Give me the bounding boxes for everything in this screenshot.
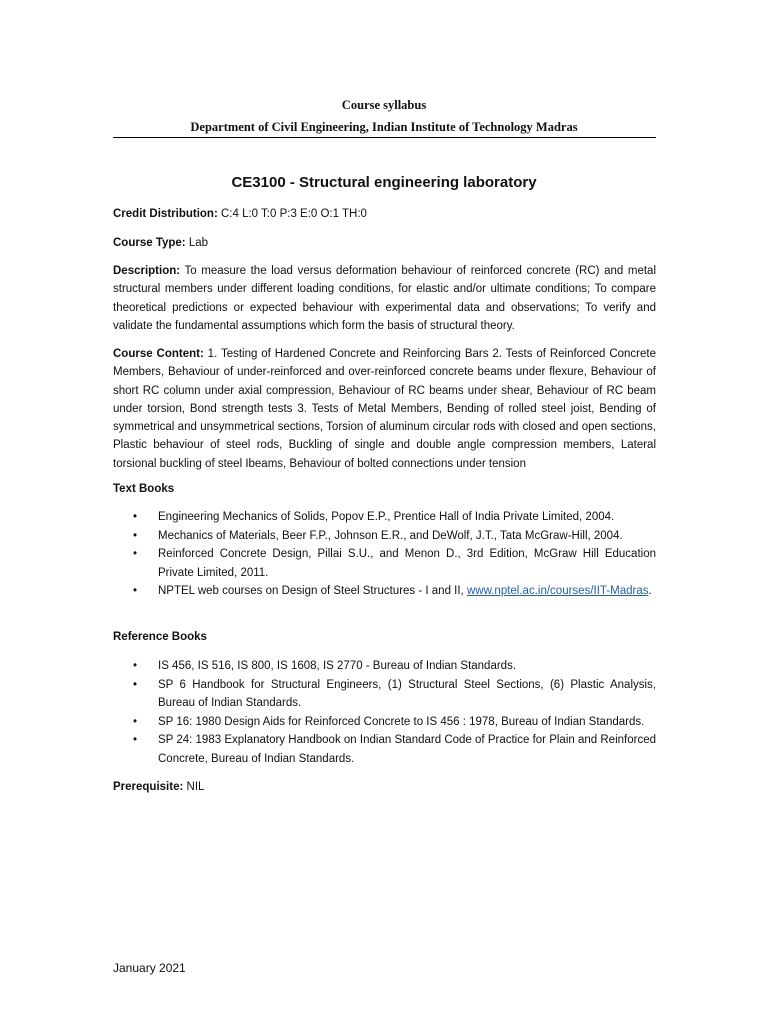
description-label: Description: — [113, 265, 181, 277]
list-item: • IS 456, IS 516, IS 800, IS 1608, IS 2770 - Bureau of Indian Standards. — [113, 657, 656, 676]
course-content-text: 1. Testing of Hardened Concrete and Reinforcing Bars 2. Tests of Reinforced Concrete Members, Behaviour of under-reinforced and over-reinforced concrete beams under flexure, Behaviour of short RC column under axial compression, Behaviour of RC beams under shear, Behaviour of RC beam under torsion, Bond strength tests 3. Tests of Metal Members, Bending of rolled steel joist, Bending of symmetrical and unsymmetrical sections, Torsion of aluminum circular rods with closed and open sections, Plastic behaviour of steel rods, Buckling of single and double angle compression members, Lateral torsional buckling of steel Ibeams, Behaviour of bolted connections under tension — [113, 348, 656, 470]
bullet-icon: • — [133, 585, 138, 597]
bullet-icon: • — [133, 660, 138, 672]
course-type — [113, 234, 656, 252]
course-type-value: Lab — [185, 237, 209, 249]
list-item: • Reinforced Concrete Design, Pillai S.U., and Menon D., 3rd Edition, McGraw Hill Education Private Limited, 2011. — [113, 545, 656, 582]
list-item: • SP 16: 1980 Design Aids for Reinforced Concrete to IS 456 : 1978, Bureau of Indian Standards. — [113, 713, 656, 732]
list-item: • NPTEL web courses on Design of Steel Structures - I and II, www.nptel.ac.in/courses/IIT-Madras. — [113, 582, 656, 601]
reference-books-heading: Reference Books — [113, 631, 207, 643]
header-divider — [113, 137, 656, 138]
description — [113, 262, 656, 335]
course-content-label: Course Content: — [113, 348, 204, 360]
bullet-icon: • — [133, 548, 138, 560]
prerequisite-label: Prerequisite: — [113, 781, 184, 793]
credit-label: Credit Distribution: — [113, 208, 218, 220]
list-item: • Engineering Mechanics of Solids, Popov E.P., Prentice Hall of India Private Limited, 2004. — [113, 508, 656, 527]
footer-date: January 2021 — [113, 961, 186, 975]
list-item: • SP 24: 1983 Explanatory Handbook on Indian Standard Code of Practice for Plain and Reinforced Concrete, Bureau of Indian Standards. — [113, 731, 656, 768]
bullet-icon: • — [133, 678, 138, 691]
description-text: To measure the load versus deformation behaviour of reinforced concrete (RC) and metal structural members under different loading conditions, for elastic and/or ultimate conditions; To compare theoretical predictions or expected behaviour with experimental data and observations; To verify and validate the fundamental assumptions which form the basis of structural theory. — [113, 265, 656, 332]
syllabus-heading: Course syllabus — [341, 98, 427, 112]
text-books-list — [113, 508, 656, 601]
course-content — [113, 345, 656, 473]
reference-books-list — [113, 657, 656, 768]
credit-value: C:4 L:0 T:0 P:3 E:0 O:1 TH:0 — [217, 208, 367, 220]
bullet-icon: • — [133, 715, 138, 728]
credit-distribution — [113, 205, 656, 223]
bullet-icon: • — [133, 529, 138, 542]
list-item: • SP 6 Handbook for Structural Engineers, (1) Structural Steel Sections, (6) Plastic Analysis, Bureau of Indian Standards. — [113, 676, 656, 713]
course-title: CE3100 - Structural engineering laboratory — [231, 174, 537, 191]
prerequisite-value: NIL — [183, 781, 205, 793]
department-heading: Department of Civil Engineering, Indian Institute of Technology Madras — [190, 120, 578, 134]
prerequisite — [113, 778, 656, 796]
bullet-icon: • — [133, 734, 138, 746]
list-item: • Mechanics of Materials, Beer F.P., Johnson E.R., and DeWolf, J.T., Tata McGraw-Hill, 2004. — [113, 527, 656, 546]
text-books-heading: Text Books — [113, 483, 175, 495]
nptel-link[interactable]: www.nptel.ac.in/courses/IIT-Madras — [466, 585, 649, 597]
bullet-icon: • — [133, 511, 138, 523]
course-type-label: Course Type: — [113, 237, 186, 249]
